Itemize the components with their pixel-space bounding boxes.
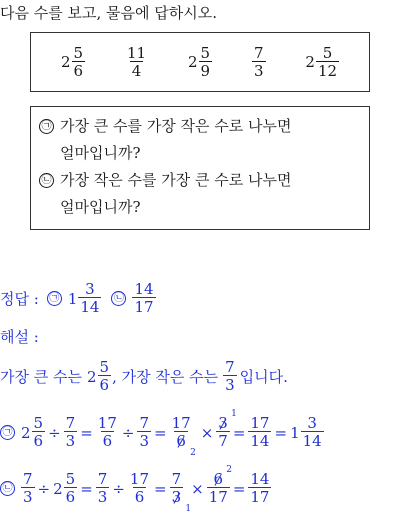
calc-term: 2 $\frac{5}{6}$ [21,414,44,450]
equals-sign: = [154,423,167,442]
calc-term: $\frac{7}{3}$ [65,414,76,450]
question-1 [39,113,361,140]
equals-sign: = [80,423,93,442]
largest-value: 2 $\frac{5}{6}$ [87,358,110,394]
explanation-label: 해설 : [0,328,39,346]
divide-sign: ÷ [112,479,125,498]
calc-1-marker: ㉠ [0,425,15,440]
explanation-mid: , 가장 작은 수는 [112,368,219,386]
question-2 [39,167,361,194]
divide-sign: ÷ [37,479,51,498]
calc-term: $\frac{17}{14}$ [250,414,270,450]
calc-term: $\frac{7}{3}$ [139,414,150,450]
calc-term: $\frac{17}{6}$ [97,414,117,450]
equals-sign: = [232,479,246,498]
number-item: 2 $\frac{5}{6}$ [60,43,84,80]
number-box [30,32,370,92]
times-sign: × [191,479,204,498]
calc-term: $\frac{14}{17}$ [250,470,270,506]
calc-term: 6 2 17 [208,465,233,506]
questions-box [30,106,370,230]
calc-term: 2 $\frac{5}{6}$ [53,470,76,506]
question-1-marker: ㉠ [39,119,54,134]
number-item: 2 $\frac{5}{9}$ [187,43,211,80]
calc-1 [0,409,324,458]
number-item: $\frac{11}{4}$ [126,43,147,80]
answer-1-marker: ㉠ [47,291,62,306]
calc-2 [0,465,271,514]
calc-term: 7 3 1 [171,470,192,514]
answer-line [0,282,156,315]
equals-sign: = [154,479,167,498]
smallest-value: $\frac{7}{3}$ [225,358,235,394]
explanation-sentence [0,360,288,393]
equals-sign: = [80,479,93,498]
answer-1-value: 1 $\frac{3}{14}$ [67,280,100,316]
answer-2-value: $\frac{14}{17}$ [134,280,154,316]
number-item: $\frac{7}{3}$ [253,43,264,80]
answer-2-marker: ㉡ [111,291,126,306]
divide-sign: ÷ [48,423,61,442]
question-1-cont: 얼마입니까? [60,144,141,162]
equals-sign: = [274,423,288,442]
calc-2-marker: ㉡ [0,481,15,496]
times-sign: × [200,423,214,442]
explanation-post: 입니다. [239,368,288,386]
calc-term: 1 $\frac{3}{14}$ [290,414,322,450]
divide-sign: ÷ [121,423,135,442]
calc-term: 17 6 2 [171,414,196,458]
question-2-cont: 얼마입니까? [60,198,141,216]
equals-sign: = [232,423,246,442]
calc-term: $\frac{7}{3}$ [97,470,108,506]
question-2-marker: ㉡ [39,173,54,188]
calc-term: $\frac{17}{6}$ [129,470,150,506]
answer-label: 정답 : [0,290,39,308]
question-1-text: 가장 큰 수를 가장 작은 수로 나누면 [60,117,292,135]
calc-term: $\frac{7}{3}$ [23,470,33,506]
number-item: 2 $\frac{5}{12}$ [305,43,338,80]
instruction-text: 다음 수를 보고, 물음에 답하시오. [0,4,217,22]
calc-term: 3 1 7 [218,409,237,450]
question-2-text: 가장 작은 수를 가장 큰 수로 나누면 [60,171,292,189]
explanation-pre: 가장 큰 수는 [0,368,82,386]
